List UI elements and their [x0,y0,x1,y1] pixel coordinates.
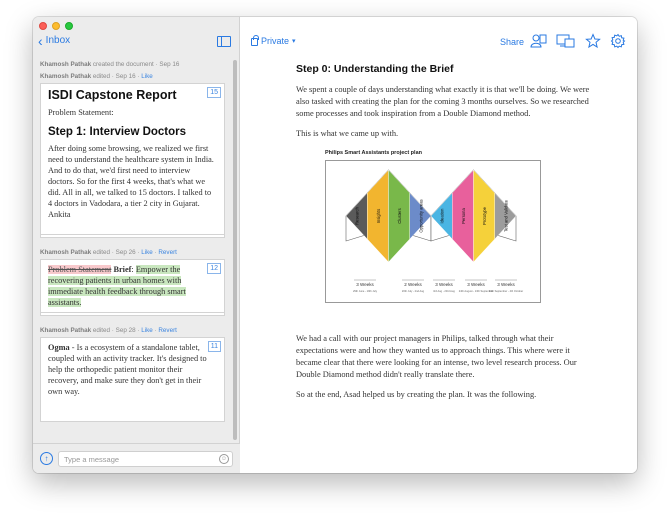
activity-sidebar [33,17,240,473]
timestamp: Sep 28 [115,327,136,334]
feed-scrollbar[interactable] [233,57,237,443]
phase-label: Ideation [439,208,445,224]
feed-entry-meta: Khamosh Pathak created the document · Sep 16 [40,61,180,68]
gear-icon[interactable] [610,33,626,49]
revision-badge: 15 [207,87,221,98]
document-paragraph: This is what we came up with. [296,129,399,139]
action-text: edited [92,327,111,334]
author-name: Khamosh Pathak [40,61,92,68]
duration-label: 3 Weeks [467,282,485,288]
back-label: Inbox [45,35,71,46]
scrollbar-thumb[interactable] [233,60,237,440]
add-person-icon[interactable] [529,33,547,49]
date-range-label: 29th June - 19th July [352,290,378,294]
like-link[interactable]: Like [141,249,153,256]
feed-entry-meta: Khamosh Pathak edited · Sep 26 · Like · Revert [40,249,177,256]
document-toolbar [240,17,637,57]
revision-badge: 11 [208,341,221,352]
card-stack-edge [40,235,225,238]
card-stack-edge [40,313,225,316]
date-range-label: 20th July - 2nd Aug [401,290,425,294]
phase-label: Insights [375,208,381,224]
phase-label: Clusters [397,208,403,224]
action-text: edited [92,249,111,256]
author-name: Khamosh Pathak [40,73,92,80]
bold-text: Brief [113,265,132,274]
minimize-window-button[interactable] [52,22,60,30]
duration-label: 3 Weeks [497,282,515,288]
duration-label: 3 Weeks [356,282,374,288]
date-range-label: 14th September - 4th October [488,290,524,294]
window-controls [39,22,73,30]
document-pane [240,17,637,473]
card-text: After doing some browsing, we realized we first need to understand the healthcare system in India. And to do that, we'd first need to interview doctors. So for the first 4 weeks, that's what we did. All in all, we talked to 15 doctors. I talked to 4 doctors in Vadodara, a tier 2 city in Gujarat. Ankita [48,144,214,219]
share-button[interactable]: Share [500,37,525,47]
message-input[interactable] [58,451,233,467]
document-heading: Step 0: Understanding the Brief [296,63,454,75]
duration-label: 2 Weeks [404,282,422,288]
document-paragraph: We had a call with our project managers in Philips, talked through what their expectations were and how they wanted us to approach things. This where were it became clear that there were looking for an intense, two level research process. Our Double Diamond method didn't really translate there. [296,334,577,379]
date-range-label: 24th August - 13th September [458,290,494,294]
card-subheading: Step 1: Interview Doctors [48,126,187,138]
message-placeholder: Type a message [64,455,120,464]
timestamp: Sep 26 [115,249,136,256]
revert-link[interactable]: Revert [158,249,177,256]
document-paragraph: We spent a couple of days understanding what exactly it is that we'll be doing. We were also tasked with creating the plan for the coming 3 months ourselves. So we researched some processes and took inspiration from a Double Diamond method. [296,85,590,118]
bold-text: Ogma [48,343,70,352]
card-text: - Is a ecosystem of a standalone tablet, coupled with an activity tracker. It's designed to help the orthopedic patient monitor their recovery, and make sure they don't get in their own way. [48,343,207,396]
phase-label: Prototype [482,207,488,226]
zoom-window-button[interactable] [65,22,73,30]
chevron-down-icon: ▾ [292,38,296,45]
figure-title: Philips Smart Assistants project plan [325,150,422,157]
card-title: ISDI Capstone Report [48,88,177,102]
phase-label: Opportunity areas [418,199,424,233]
action-text: created the document [92,61,154,68]
project-plan-figure [325,150,541,303]
action-text: edited [92,73,111,80]
document-paragraph: So at the end, Asad helped us by creating the plan. It was the following. [296,390,537,400]
inserted-text: Empower the recovering patients in urban homes with immediate health feedback through smart assistants. [48,265,186,307]
author-name: Khamosh Pathak [40,249,92,256]
attach-icon[interactable]: ↑ [40,452,53,465]
phase-label: Test and Validate [503,200,509,233]
emoji-icon[interactable]: ☺ [220,456,228,462]
message-bar [33,443,240,473]
chevron-left-icon: ‹ [38,32,43,49]
card-text: Problem Statement: [48,108,114,117]
revision-card[interactable] [40,337,225,422]
back-to-inbox-button[interactable] [38,32,71,49]
timestamp: Sep 16 [159,61,180,68]
app-window [33,17,637,473]
revision-badge: 12 [207,263,221,274]
author-name: Khamosh Pathak [40,327,92,334]
activity-feed [33,57,233,443]
date-range-label: 3rd Aug - 23rd Aug [433,290,455,294]
devices-icon[interactable] [556,33,576,49]
document-body[interactable] [296,63,596,473]
phase-label: Persona [460,208,466,224]
like-link[interactable]: Like [141,73,153,80]
like-link[interactable]: Like [141,327,153,334]
timestamp: Sep 16 [115,73,136,80]
revision-card[interactable] [40,83,225,235]
double-diamond-diagram [326,161,540,302]
phase-label: Research [354,207,360,226]
lock-icon [251,38,258,46]
revert-link[interactable]: Revert [158,327,177,334]
feed-entry-meta: Khamosh Pathak edited · Sep 16 · Like [40,73,153,80]
close-window-button[interactable] [39,22,47,30]
star-icon[interactable] [585,33,601,49]
privacy-menu[interactable] [251,36,296,46]
deleted-text: Problem Statement [48,265,112,274]
feed-entry-meta: Khamosh Pathak edited · Sep 28 · Like · Revert [40,327,177,334]
duration-label: 3 Weeks [435,282,453,288]
privacy-label: Private [261,36,290,46]
sidebar-toggle-icon[interactable] [217,36,231,47]
revision-card[interactable]: 12 Problem Statement Brief: Empower the recovering patients in urban homes with immediate health feedback through smart assistants. [40,259,225,313]
